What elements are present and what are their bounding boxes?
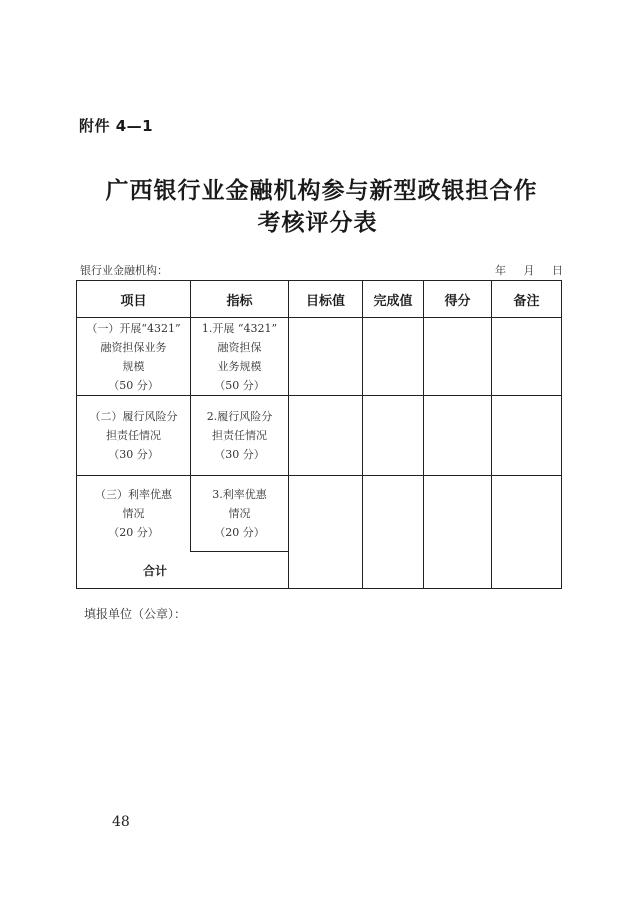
institution-label: 银行业金融机构：	[80, 264, 168, 277]
remarks-cell[interactable]	[492, 318, 562, 396]
indicator-text: 1.开展 “4321” 融资担保 业务规模 （50 分）	[201, 321, 278, 392]
table-row	[77, 476, 562, 552]
score-cell[interactable]	[424, 476, 492, 589]
attachment-label: 附件 4—1	[79, 117, 154, 135]
target-value-cell[interactable]	[289, 318, 363, 396]
remarks-cell[interactable]	[492, 476, 562, 589]
table-header-row	[77, 281, 562, 318]
remarks-cell[interactable]	[492, 396, 562, 476]
document-subtitle: 考核评分表	[257, 209, 378, 236]
item-cell	[77, 318, 191, 396]
item-text: （三）利率优惠 情况 （20 分）	[95, 488, 172, 540]
indicator-text: 3.利率优惠 情况 （20 分）	[212, 488, 267, 539]
document-title: 广西银行业金融机构参与新型政银担合作	[105, 177, 538, 204]
actual-value-cell[interactable]	[363, 476, 424, 589]
indicator-cell	[191, 476, 289, 552]
item-text: （二）履行风险分 担责任情况 （30 分）	[89, 410, 178, 461]
table-row	[77, 396, 562, 476]
target-value-cell[interactable]	[289, 396, 363, 476]
indicator-cell	[191, 318, 289, 396]
total-label: 合计	[77, 552, 289, 589]
header-item: 项目	[77, 281, 191, 318]
indicator-cell	[191, 396, 289, 476]
header-indicator: 指标	[191, 281, 289, 318]
score-cell[interactable]	[424, 396, 492, 476]
score-cell[interactable]	[424, 318, 492, 396]
table-row	[77, 318, 562, 396]
indicator-text: 2.履行风险分 担责任情况 （30 分）	[206, 410, 273, 461]
header-remarks: 备注	[492, 281, 562, 318]
header-actual-value: 完成值	[363, 281, 424, 318]
target-value-cell[interactable]	[289, 476, 363, 589]
header-score: 得分	[424, 281, 492, 318]
page-number: 48	[112, 814, 130, 830]
actual-value-cell[interactable]	[363, 318, 424, 396]
date-label: 年 月 日	[495, 264, 563, 277]
item-cell	[77, 396, 191, 476]
footer-note: 填报单位（公章）：	[84, 607, 187, 621]
item-text: （一）开展“4321” 融资担保业务 规模 （50 分）	[86, 321, 181, 392]
actual-value-cell[interactable]	[363, 396, 424, 476]
header-target-value: 目标值	[289, 281, 363, 318]
item-cell	[77, 476, 191, 552]
score-table	[76, 280, 562, 589]
